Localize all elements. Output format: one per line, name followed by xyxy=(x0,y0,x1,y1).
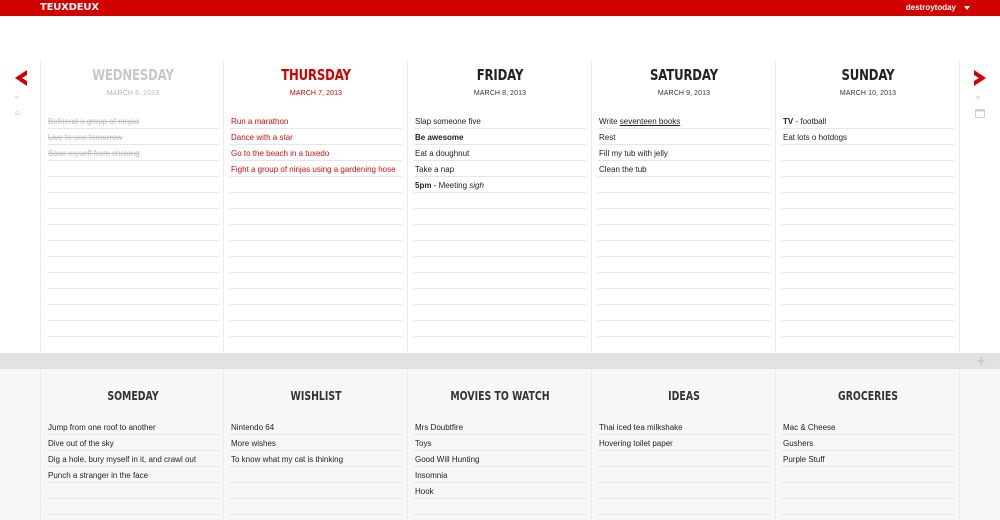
list-item[interactable] xyxy=(598,419,770,435)
empty-task-row[interactable] xyxy=(782,225,954,241)
list-item[interactable] xyxy=(414,451,586,467)
list-item[interactable] xyxy=(47,467,219,483)
empty-task-row[interactable] xyxy=(782,161,954,177)
empty-task-row[interactable] xyxy=(598,225,770,241)
empty-task-row[interactable] xyxy=(230,177,402,193)
plus-icon[interactable]: + xyxy=(975,354,986,368)
task-text[interactable]: 5pm - Meeting sigh xyxy=(415,181,484,190)
empty-task-row[interactable] xyxy=(414,305,586,321)
empty-task-row[interactable] xyxy=(47,161,219,177)
task-row[interactable] xyxy=(47,113,219,129)
empty-task-row[interactable] xyxy=(782,193,954,209)
list-item-text[interactable]: Punch a stranger in the face xyxy=(48,471,149,480)
empty-task-row[interactable] xyxy=(414,241,586,257)
list-column-ideas xyxy=(592,369,776,520)
list-item-text[interactable]: To know what my cat is thinking xyxy=(231,455,344,464)
list-column-someday xyxy=(40,369,224,520)
home-icon[interactable]: ⌂ xyxy=(15,108,21,117)
day-column-wednesday xyxy=(40,60,224,353)
day-date: MARCH 10, 2013 xyxy=(839,90,897,97)
list-item[interactable] xyxy=(782,419,954,435)
list-divider-bar[interactable] xyxy=(0,353,1000,369)
empty-list-item[interactable] xyxy=(782,483,954,499)
list-title[interactable]: GROCERIES xyxy=(838,389,898,403)
empty-list-item[interactable] xyxy=(414,499,586,515)
someday-lists xyxy=(0,369,1000,520)
empty-task-row[interactable] xyxy=(47,193,219,209)
task-row[interactable] xyxy=(230,161,402,177)
empty-task-row[interactable] xyxy=(47,273,219,289)
list-item[interactable] xyxy=(414,483,586,499)
empty-task-row[interactable] xyxy=(782,241,954,257)
list-item[interactable] xyxy=(414,467,586,483)
day-date: MARCH 8, 2013 xyxy=(473,90,527,97)
list-item-text[interactable]: Gushers xyxy=(783,439,814,448)
task-row[interactable] xyxy=(230,113,402,129)
list-column-movies-to-watch xyxy=(408,369,592,520)
empty-list-item[interactable] xyxy=(47,483,219,499)
list-item[interactable] xyxy=(414,435,586,451)
task-text[interactable]: Go to the beach in a tuxedo xyxy=(231,149,330,158)
task-text[interactable]: Fight a group of ninjas using a gardening hose xyxy=(231,165,396,174)
app-logo[interactable]: TEUXDEUX xyxy=(40,2,99,13)
empty-task-row[interactable] xyxy=(47,257,219,273)
task-row[interactable] xyxy=(782,129,954,145)
list-item-text[interactable]: Insomnia xyxy=(415,471,448,480)
list-item-text[interactable]: Mac & Cheese xyxy=(783,423,836,432)
task-row[interactable] xyxy=(598,161,770,177)
list-item[interactable] xyxy=(414,419,586,435)
empty-task-row[interactable] xyxy=(414,289,586,305)
empty-task-row[interactable] xyxy=(414,273,586,289)
empty-task-row[interactable] xyxy=(230,193,402,209)
day-title: SUNDAY xyxy=(841,66,895,84)
user-menu[interactable]: destroytoday xyxy=(905,3,956,12)
list-title[interactable]: IDEAS xyxy=(668,389,700,403)
chevron-down-icon[interactable] xyxy=(964,6,970,10)
empty-task-row[interactable] xyxy=(414,225,586,241)
task-text[interactable]: Be awesome xyxy=(415,133,464,142)
task-row[interactable] xyxy=(414,145,586,161)
task-row[interactable] xyxy=(598,129,770,145)
day-column-thursday xyxy=(224,60,408,353)
list-column-wishlist xyxy=(224,369,408,520)
day-date: MARCH 9, 2013 xyxy=(657,90,711,97)
empty-task-row[interactable] xyxy=(230,209,402,225)
list-item-text[interactable]: Dive out of the sky xyxy=(48,439,114,448)
task-row[interactable] xyxy=(598,113,770,129)
empty-task-row[interactable] xyxy=(230,257,402,273)
task-text[interactable]: Eat lots o hotdogs xyxy=(783,133,848,142)
empty-task-row[interactable] xyxy=(782,305,954,321)
empty-task-row[interactable] xyxy=(598,193,770,209)
list-column-groceries xyxy=(776,369,960,520)
task-list xyxy=(47,113,219,337)
list-item-text[interactable]: Purple Stuff xyxy=(783,455,825,464)
empty-task-row[interactable] xyxy=(47,305,219,321)
day-date: MARCH 6, 2013 xyxy=(106,90,160,97)
list-item-text[interactable]: Good Will Hunting xyxy=(415,455,480,464)
empty-task-row[interactable] xyxy=(414,193,586,209)
empty-task-row[interactable] xyxy=(47,225,219,241)
empty-task-row[interactable] xyxy=(230,321,402,337)
empty-task-row[interactable] xyxy=(47,289,219,305)
list-item-text[interactable]: Mrs Doubtfire xyxy=(415,423,464,432)
calendar-icon[interactable] xyxy=(975,109,985,121)
empty-task-row[interactable] xyxy=(414,321,586,337)
empty-list-item[interactable] xyxy=(598,451,770,467)
task-row[interactable] xyxy=(230,129,402,145)
day-title: SATURDAY xyxy=(650,66,718,84)
empty-task-row[interactable] xyxy=(598,209,770,225)
list-item[interactable] xyxy=(782,435,954,451)
task-row[interactable] xyxy=(47,145,219,161)
empty-task-row[interactable] xyxy=(414,209,586,225)
list-items xyxy=(598,419,770,515)
task-list xyxy=(414,113,586,337)
empty-task-row[interactable] xyxy=(230,225,402,241)
empty-task-row[interactable] xyxy=(230,305,402,321)
task-text[interactable]: TV - football xyxy=(783,117,827,126)
double-chevron-right-icon[interactable]: » xyxy=(975,93,981,103)
arrow-left-icon[interactable] xyxy=(11,68,29,88)
day-title: THURSDAY xyxy=(281,66,351,84)
empty-task-row[interactable] xyxy=(47,177,219,193)
list-item-text[interactable]: Thai iced tea milkshake xyxy=(599,423,683,432)
list-title[interactable]: MOVIES TO WATCH xyxy=(450,389,550,403)
task-text[interactable]: Save myself from choking xyxy=(48,149,140,158)
empty-list-item[interactable] xyxy=(598,499,770,515)
empty-task-row[interactable] xyxy=(598,257,770,273)
list-item[interactable] xyxy=(47,451,219,467)
list-item-text[interactable]: Hovering toilet paper xyxy=(599,439,673,448)
list-item[interactable] xyxy=(230,419,402,435)
empty-task-row[interactable] xyxy=(47,209,219,225)
task-row[interactable] xyxy=(414,161,586,177)
list-items xyxy=(47,419,219,515)
empty-task-row[interactable] xyxy=(782,257,954,273)
task-row[interactable] xyxy=(598,145,770,161)
empty-task-row[interactable] xyxy=(47,241,219,257)
task-list xyxy=(782,113,954,337)
task-row[interactable] xyxy=(230,145,402,161)
empty-task-row[interactable] xyxy=(598,177,770,193)
empty-task-row[interactable] xyxy=(782,289,954,305)
week-view xyxy=(40,60,962,353)
list-items xyxy=(782,419,954,515)
task-text[interactable]: Eat a doughnut xyxy=(415,149,470,158)
empty-list-item[interactable] xyxy=(230,483,402,499)
day-date: MARCH 7, 2013 xyxy=(289,90,343,97)
empty-task-row[interactable] xyxy=(230,289,402,305)
task-text[interactable]: Slap someone five xyxy=(415,117,481,126)
task-row[interactable] xyxy=(782,113,954,129)
empty-task-row[interactable] xyxy=(598,273,770,289)
task-text[interactable]: Befriend a group of ninjas xyxy=(48,117,140,126)
empty-list-item[interactable] xyxy=(230,467,402,483)
empty-task-row[interactable] xyxy=(598,241,770,257)
task-row[interactable] xyxy=(414,129,586,145)
day-column-friday xyxy=(408,60,592,353)
task-text[interactable]: Fill my tub with jelly xyxy=(599,149,668,158)
task-text[interactable]: Live to see tomorrow xyxy=(48,133,123,142)
list-item[interactable] xyxy=(782,451,954,467)
empty-task-row[interactable] xyxy=(230,273,402,289)
empty-task-row[interactable] xyxy=(598,305,770,321)
task-text[interactable]: Write seventeen books xyxy=(599,117,681,126)
list-item-text[interactable]: More wishes xyxy=(231,439,276,448)
arrow-right-icon[interactable] xyxy=(972,68,990,88)
double-chevron-left-icon[interactable]: « xyxy=(14,93,20,103)
empty-task-row[interactable] xyxy=(598,321,770,337)
empty-task-row[interactable] xyxy=(782,177,954,193)
list-items xyxy=(230,419,402,515)
list-item[interactable] xyxy=(598,435,770,451)
list-item-text[interactable]: Toys xyxy=(415,439,432,448)
list-items xyxy=(414,419,586,515)
list-title[interactable]: WISHLIST xyxy=(290,389,342,403)
list-item-text[interactable]: Hook xyxy=(415,487,434,496)
empty-list-item[interactable] xyxy=(598,467,770,483)
empty-task-row[interactable] xyxy=(414,257,586,273)
list-item[interactable] xyxy=(47,435,219,451)
task-list xyxy=(598,113,770,337)
empty-task-row[interactable] xyxy=(782,209,954,225)
empty-task-row[interactable] xyxy=(598,289,770,305)
empty-list-item[interactable] xyxy=(782,499,954,515)
list-item[interactable] xyxy=(47,419,219,435)
task-text[interactable]: Clean the tub xyxy=(599,165,647,174)
list-item-text[interactable]: Dig a hole, bury myself in it, and crawl out xyxy=(48,455,197,464)
list-item-text[interactable]: Nintendo 64 xyxy=(231,423,275,432)
list-title[interactable]: SOMEDAY xyxy=(107,389,159,403)
empty-list-item[interactable] xyxy=(47,499,219,515)
empty-list-item[interactable] xyxy=(598,483,770,499)
empty-task-row[interactable] xyxy=(782,145,954,161)
task-text[interactable]: Run a marathon xyxy=(231,117,289,126)
task-list xyxy=(230,113,402,337)
task-row[interactable] xyxy=(414,113,586,129)
empty-task-row[interactable] xyxy=(782,321,954,337)
empty-task-row[interactable] xyxy=(230,241,402,257)
top-bar xyxy=(0,0,1000,16)
list-item-text[interactable]: Jump from one roof to another xyxy=(48,423,156,432)
day-title: FRIDAY xyxy=(476,66,524,84)
task-row[interactable] xyxy=(47,129,219,145)
day-column-saturday xyxy=(592,60,776,353)
task-row[interactable] xyxy=(414,177,586,193)
empty-task-row[interactable] xyxy=(47,321,219,337)
task-text[interactable]: Take a nap xyxy=(415,165,455,174)
day-title: WEDNESDAY xyxy=(92,66,174,84)
empty-task-row[interactable] xyxy=(782,273,954,289)
list-item[interactable] xyxy=(230,435,402,451)
empty-list-item[interactable] xyxy=(782,467,954,483)
day-column-sunday xyxy=(776,60,960,353)
task-text[interactable]: Rest xyxy=(599,133,616,142)
empty-list-item[interactable] xyxy=(230,499,402,515)
list-item[interactable] xyxy=(230,451,402,467)
task-text[interactable]: Dance with a star xyxy=(231,133,293,142)
